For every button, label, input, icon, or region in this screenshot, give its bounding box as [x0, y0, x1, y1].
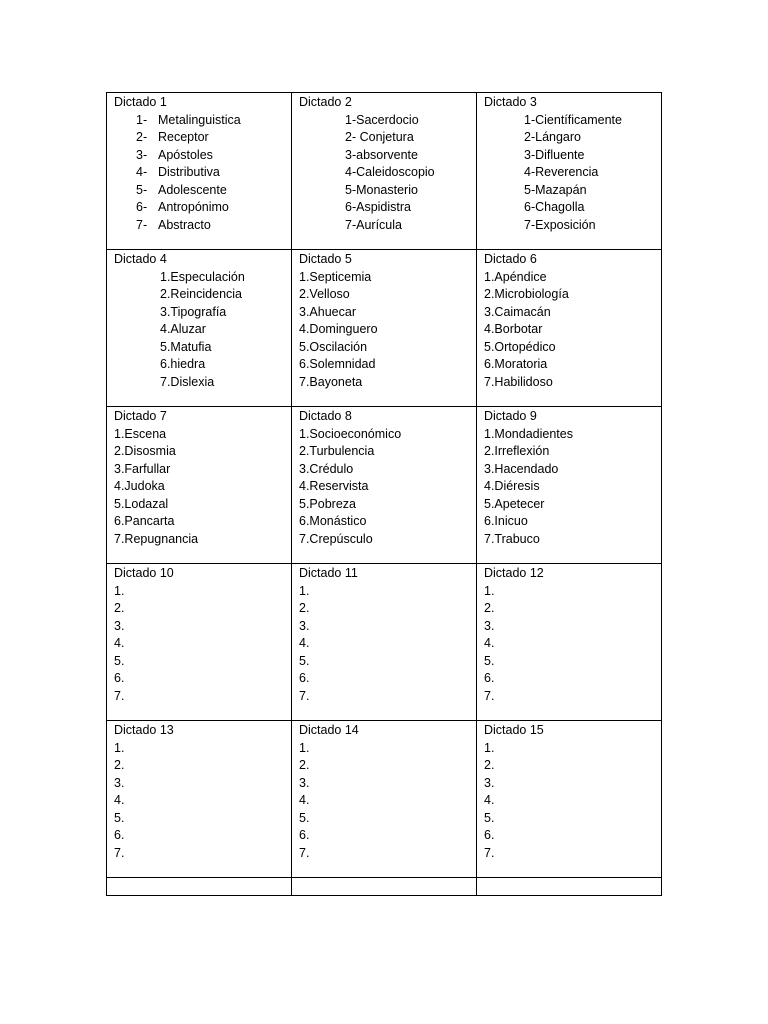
word-item: 1.Socioeconómico [299, 426, 402, 441]
word-item: 5. [484, 653, 495, 668]
word-item: 1. [484, 583, 495, 598]
word-item: 7. [299, 845, 310, 860]
word-list [484, 583, 654, 706]
dictado-title: Dictado 10 [114, 566, 174, 580]
word-item: 1.Apéndice [484, 269, 547, 284]
word-item: 1. [484, 740, 495, 755]
word-item: 2.Reincidencia [160, 287, 242, 301]
word-item: 6. [114, 828, 125, 842]
word-text: Metalinguistica [158, 112, 241, 127]
word-item: 5.Lodazal [114, 496, 169, 511]
word-item: 4.Dominguero [299, 322, 378, 336]
word-item: 2.Turbulencia [299, 444, 375, 458]
dictados-table [106, 92, 662, 896]
word-item: 4. [114, 793, 125, 807]
word-item: 3. [484, 775, 495, 790]
word-item: 2.Irreflexión [484, 444, 550, 458]
word-item: 5. [114, 653, 125, 668]
dictado-cell-content [477, 250, 661, 391]
dictado-cell-content [477, 407, 661, 548]
dictado-cell [292, 250, 477, 407]
word-item: 3.Caimacán [484, 304, 551, 319]
word-list [484, 269, 654, 392]
dictado-title: Dictado 8 [299, 409, 352, 423]
word-item: 4. [299, 793, 310, 807]
word-item: 7.Dislexia [160, 374, 215, 389]
empty-cell [107, 878, 292, 896]
dictado-cell [292, 564, 477, 721]
word-list [484, 740, 654, 863]
word-item: 4. [484, 793, 495, 807]
dictado-title: Dictado 4 [114, 252, 167, 266]
dictado-cell-content [477, 93, 661, 234]
word-number: 3- [136, 147, 148, 162]
word-item: 4.Aluzar [160, 322, 206, 336]
word-item: 7.Crepúsculo [299, 531, 373, 546]
dictado-cell [292, 407, 477, 564]
word-list [299, 740, 469, 863]
word-item: 6-Chagolla [524, 200, 585, 214]
word-item: 1. [299, 583, 310, 598]
word-list [114, 269, 284, 392]
word-item: 3.Hacendado [484, 461, 559, 476]
word-item [136, 199, 284, 217]
word-item: 2. [484, 601, 495, 615]
word-text: Apóstoles [158, 147, 213, 162]
word-item: 3-Difluente [524, 147, 585, 162]
dictado-cell [477, 250, 662, 407]
dictado-cell [107, 721, 292, 878]
word-item: 5.Oscilación [299, 339, 368, 354]
dictado-cell-content [292, 564, 476, 705]
word-item: 7.Trabuco [484, 531, 540, 546]
word-item: 2.Velloso [299, 287, 350, 301]
word-item: 7.Bayoneta [299, 374, 363, 389]
dictado-title: Dictado 15 [484, 723, 544, 737]
word-number: 2- [136, 130, 148, 144]
word-item: 2. [299, 758, 310, 772]
word-item: 5.Pobreza [299, 496, 356, 511]
word-item: 1.Septicemia [299, 269, 372, 284]
dictado-row [107, 721, 662, 878]
word-item: 7-Aurícula [345, 217, 402, 232]
dictado-row [107, 407, 662, 564]
word-item: 6. [299, 671, 310, 685]
dictado-title: Dictado 9 [484, 409, 537, 423]
dictado-row [107, 564, 662, 721]
word-list [299, 583, 469, 706]
dictado-cell [477, 407, 662, 564]
word-item: 1.Especulación [160, 269, 245, 284]
word-item: 4. [114, 636, 125, 650]
word-item: 3.Farfullar [114, 461, 171, 476]
dictado-cell-content [292, 407, 476, 548]
word-item: 5-Monasterio [345, 182, 418, 197]
dictado-cell [107, 93, 292, 250]
dictado-title: Dictado 11 [299, 566, 358, 580]
dictado-cell-content [292, 721, 476, 862]
word-item [136, 217, 284, 235]
word-list [299, 426, 469, 549]
word-item [136, 112, 284, 130]
word-item [136, 129, 284, 147]
word-item: 4.Reservista [299, 479, 369, 493]
word-number: 1- [136, 112, 148, 127]
word-text: Receptor [158, 130, 209, 144]
word-number: 5- [136, 182, 148, 197]
word-item: 5. [484, 810, 495, 825]
word-text: Abstracto [158, 217, 211, 232]
word-number: 4- [136, 165, 148, 179]
word-item: 5.Matufia [160, 339, 212, 354]
word-item: 4. [484, 636, 495, 650]
word-item: 7. [484, 688, 495, 703]
word-item: 6.hiedra [160, 357, 206, 371]
word-item: 4.Judoka [114, 479, 165, 493]
empty-row [107, 878, 662, 896]
word-item [136, 182, 284, 200]
word-item: 1-Científicamente [524, 112, 622, 127]
word-item: 2.Disosmia [114, 444, 176, 458]
word-item: 1. [114, 583, 125, 598]
word-item: 1. [299, 740, 310, 755]
dictado-cell-content [107, 564, 291, 705]
word-item: 7. [114, 688, 125, 703]
dictado-cell [477, 721, 662, 878]
word-item: 5.Ortopédico [484, 339, 556, 354]
word-list [114, 112, 284, 235]
word-item: 3. [484, 618, 495, 633]
dictado-cell [292, 93, 477, 250]
dictado-cell-content [107, 93, 291, 234]
word-item: 4.Borbotar [484, 322, 543, 336]
word-item [136, 164, 284, 182]
dictado-title: Dictado 1 [114, 95, 167, 109]
word-item: 1-Sacerdocio [345, 112, 419, 127]
word-text: Adolescente [158, 182, 227, 197]
dictado-title: Dictado 14 [299, 723, 359, 737]
word-item: 2-Lángaro [524, 130, 581, 144]
dictado-cell-content [477, 564, 661, 705]
word-item: 2- Conjetura [345, 130, 414, 144]
word-item: 5. [114, 810, 125, 825]
word-list [484, 112, 654, 235]
word-item: 3. [299, 775, 310, 790]
dictado-cell-content [107, 250, 291, 391]
word-item: 2. [114, 601, 125, 615]
empty-cell [477, 878, 662, 896]
word-item: 5-Mazapán [524, 182, 587, 197]
dictado-cell-content [107, 721, 291, 862]
dictado-row [107, 93, 662, 250]
word-item: 7. [114, 845, 125, 860]
word-item: 6. [114, 671, 125, 685]
word-item: 3.Tipografía [160, 304, 227, 319]
word-item: 6.Inicuo [484, 514, 528, 528]
word-item: 6. [484, 671, 495, 685]
dictado-title: Dictado 7 [114, 409, 167, 423]
word-list [299, 269, 469, 392]
word-item: 4. [299, 636, 310, 650]
word-item: 5. [299, 810, 310, 825]
table-body [107, 93, 662, 896]
word-item: 3.Crédulo [299, 461, 354, 476]
dictado-title: Dictado 5 [299, 252, 352, 266]
word-text: Distributiva [158, 165, 220, 179]
word-item: 1.Escena [114, 426, 167, 441]
word-item: 4-Caleidoscopio [345, 165, 435, 179]
dictado-title: Dictado 13 [114, 723, 174, 737]
dictado-title: Dictado 12 [484, 566, 544, 580]
word-item: 3. [299, 618, 310, 633]
dictado-cell-content [292, 250, 476, 391]
word-item: 1. [114, 740, 125, 755]
word-list [114, 583, 284, 706]
word-item: 6-Aspidistra [345, 200, 411, 214]
word-item: 3.Ahuecar [299, 304, 356, 319]
dictado-cell-content [292, 93, 476, 234]
empty-cell [292, 878, 477, 896]
word-item: 7-Exposición [524, 217, 596, 232]
word-item: 7. [484, 845, 495, 860]
word-item: 2.Microbiología [484, 287, 569, 301]
word-item: 4.Diéresis [484, 479, 540, 493]
word-item: 2. [114, 758, 125, 772]
word-item: 1.Mondadientes [484, 426, 573, 441]
word-list [114, 426, 284, 549]
word-list [484, 426, 654, 549]
dictado-title: Dictado 3 [484, 95, 537, 109]
word-item: 3. [114, 775, 125, 790]
dictado-cell-content [477, 721, 661, 862]
word-item: 6.Pancarta [114, 514, 175, 528]
word-item: 6.Solemnidad [299, 357, 376, 371]
dictado-title: Dictado 2 [299, 95, 352, 109]
word-item: 7.Habilidoso [484, 374, 553, 389]
word-item: 6.Monástico [299, 514, 367, 528]
word-item: 4-Reverencia [524, 165, 599, 179]
word-item: 5.Apetecer [484, 496, 545, 511]
dictado-title: Dictado 6 [484, 252, 537, 266]
word-item: 7. [299, 688, 310, 703]
word-item: 5. [299, 653, 310, 668]
word-number: 6- [136, 200, 148, 214]
dictado-cell [107, 407, 292, 564]
word-item: 3. [114, 618, 125, 633]
word-item: 6. [484, 828, 495, 842]
word-list [114, 740, 284, 863]
word-item: 2. [299, 601, 310, 615]
word-item: 6.Moratoria [484, 357, 548, 371]
word-item: 2. [484, 758, 495, 772]
dictado-cell [292, 721, 477, 878]
dictado-cell [107, 564, 292, 721]
dictado-cell [477, 564, 662, 721]
dictado-cell [477, 93, 662, 250]
word-item: 6. [299, 828, 310, 842]
word-text: Antropónimo [158, 200, 229, 214]
dictado-row [107, 250, 662, 407]
dictado-cell-content [107, 407, 291, 548]
word-list [299, 112, 469, 235]
word-item: 7.Repugnancia [114, 531, 199, 546]
word-number: 7- [136, 217, 148, 232]
word-item [136, 147, 284, 165]
dictado-cell [107, 250, 292, 407]
word-item: 3-absorvente [345, 147, 418, 162]
